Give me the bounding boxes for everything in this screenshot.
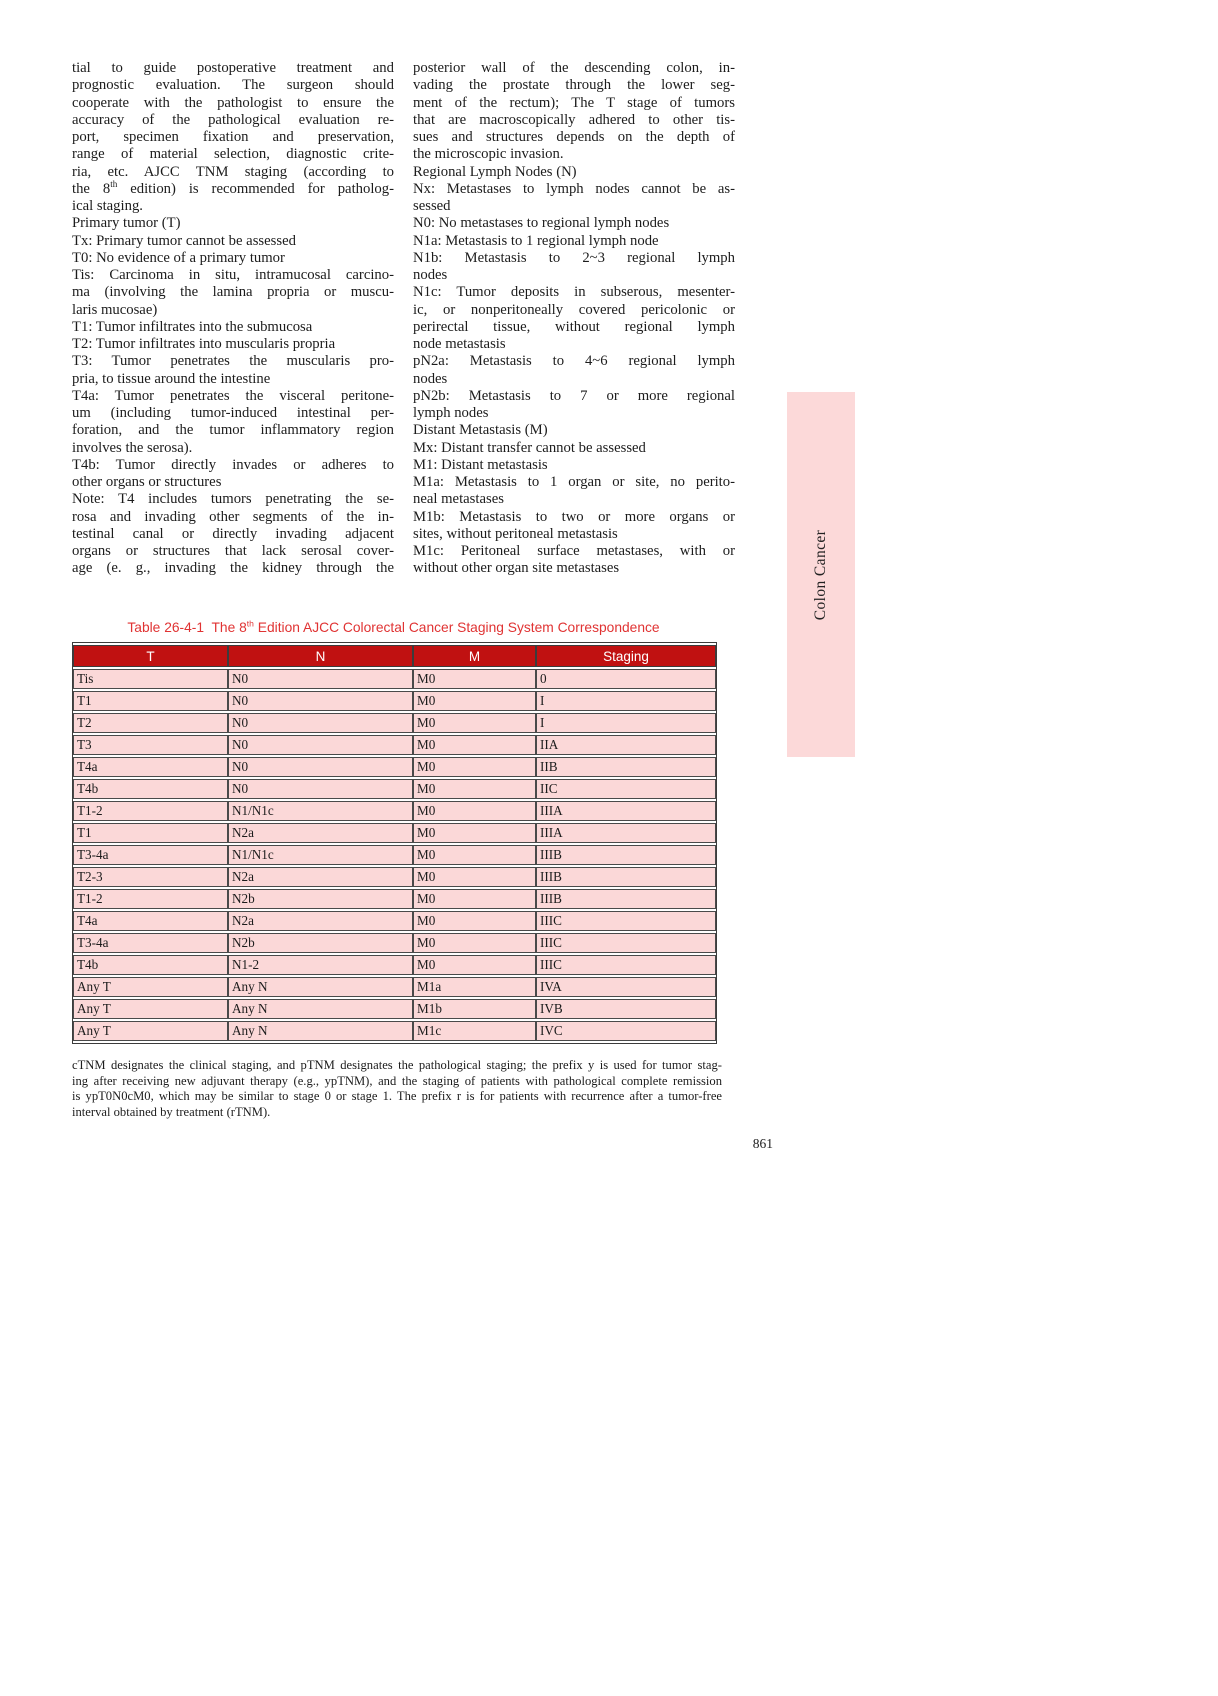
text-line: involves the serosa).: [72, 439, 193, 456]
table-cell: M0: [413, 757, 536, 777]
table-row: [73, 999, 716, 1019]
table-cell: IIIA: [536, 823, 716, 843]
text-line: port, specimen fixation and preservation,: [72, 129, 394, 145]
table-cell: I: [536, 713, 716, 733]
text-line: pria, to tissue around the intestine: [72, 370, 271, 387]
text-line: the microscopic invasion.: [413, 146, 564, 163]
table-row: [73, 889, 716, 909]
text-line: sessed: [413, 198, 451, 214]
table-cell: IIIA: [536, 801, 716, 821]
table-cell: N0: [228, 779, 413, 799]
table-title: Table 26-4-1 The 8th Edition AJCC Colorectal Cancer Staging System Correspondence: [127, 618, 660, 635]
table-cell: M1b: [413, 999, 536, 1019]
staging-table: [72, 642, 717, 1044]
text-line: cTNM designates the clinical staging, and pTNM designates the pathological staging; the prefix y is used for tumor stag-: [72, 1058, 722, 1072]
table-cell: M0: [413, 933, 536, 953]
text-line: N1b: Metastasis to 2~3 regional lymph: [413, 249, 735, 266]
table-row: [73, 911, 716, 931]
text-line: cooperate with the pathologist to ensure the: [72, 94, 394, 111]
table-cell: M0: [413, 889, 536, 909]
text-line: rosa and invading other segments of the in-: [72, 508, 394, 525]
text-line: foration, and the tumor inflammatory region: [72, 422, 394, 439]
table-cell: M0: [413, 669, 536, 689]
text-line: ria, etc. AJCC TNM staging (according to: [72, 163, 394, 180]
text-line: Note: T4 includes tumors penetrating the se-: [72, 491, 394, 508]
chapter-tab: [787, 392, 855, 757]
text-line: M1c: Peritoneal surface metastases, with or: [413, 543, 735, 559]
table-cell: M0: [413, 845, 536, 865]
text-line: N1c: Tumor deposits in subserous, mesenter-: [413, 284, 735, 301]
text-line: nodes: [413, 370, 448, 387]
table-row: [73, 1021, 716, 1041]
table-cell: T4b: [73, 779, 228, 799]
text-line: laris mucosae): [72, 301, 158, 318]
text-line: um (including tumor-induced intestinal per-: [72, 405, 394, 421]
text-line: T3: Tumor penetrates the muscularis pro-: [72, 353, 394, 370]
text-line: pN2b: Metastasis to 7 or more regional: [413, 387, 735, 404]
table-row: [73, 801, 716, 821]
table-cell: IIIC: [536, 933, 716, 953]
table-cell: Any T: [73, 977, 228, 997]
text-line: Mx: Distant transfer cannot be assessed: [413, 439, 646, 456]
table-cell: N1/N1c: [228, 801, 413, 821]
text-line: M1a: Metastasis to 1 organ or site, no perito-: [413, 474, 735, 490]
table-cell: M0: [413, 823, 536, 843]
text-line: the 8th edition) is recommended for patholog-: [72, 178, 394, 197]
table-cell: I: [536, 691, 716, 711]
table-cell: Tis: [73, 669, 228, 689]
table-cell: T4a: [73, 757, 228, 777]
text-line: ic, or nonperitoneally covered pericolonic or: [413, 301, 735, 318]
table-row: [73, 691, 716, 711]
table-cell: T4a: [73, 911, 228, 931]
text-line: that are macroscopically adhered to other tis-: [413, 111, 735, 128]
text-line: T4b: Tumor directly invades or adheres to: [72, 456, 394, 473]
table-cell: T2: [73, 713, 228, 733]
text-line: perirectal tissue, without regional lymph: [413, 318, 735, 335]
text-line: is ypT0N0cM0, which may be similar to stage 0 or stage 1. The prefix r is for patients with recurrence after a tumor-free: [72, 1089, 722, 1104]
text-line: pN2a: Metastasis to 4~6 regional lymph: [413, 353, 735, 370]
table-cell: Any T: [73, 1021, 228, 1041]
table-cell: IIB: [536, 757, 716, 777]
text-line: neal metastases: [413, 491, 504, 508]
text-line: T0: No evidence of a primary tumor: [72, 249, 285, 266]
text-line: ment of the rectum); The T stage of tumors: [413, 94, 735, 111]
text-line: posterior wall of the descending colon, in-: [413, 60, 735, 76]
text-line: M1b: Metastasis to two or more organs or: [413, 508, 735, 525]
table-cell: T4b: [73, 955, 228, 975]
table-cell: M0: [413, 911, 536, 931]
table-cell: IIIC: [536, 911, 716, 931]
text-line: interval obtained by treatment (rTNM).: [72, 1104, 271, 1119]
text-line: T1: Tumor infiltrates into the submucosa: [72, 318, 313, 335]
table-cell: M0: [413, 713, 536, 733]
text-line: nodes: [413, 267, 448, 283]
table-cell: T3-4a: [73, 845, 228, 865]
table-row: [73, 845, 716, 865]
right-text-column: [413, 60, 735, 578]
table-footnote: [72, 1058, 722, 1120]
text-line: prognostic evaluation. The surgeon should: [72, 77, 394, 94]
table-header-row: [73, 645, 716, 667]
table-cell: M0: [413, 867, 536, 887]
text-line: ma (involving the lamina propria or muscu-: [72, 284, 394, 301]
table-row: [73, 757, 716, 777]
table-cell: M1a: [413, 977, 536, 997]
text-line: Tx: Primary tumor cannot be assessed: [72, 232, 296, 249]
table-cell: T1: [73, 691, 228, 711]
text-line: M1: Distant metastasis: [413, 456, 548, 473]
page-number: 861: [752, 1136, 773, 1151]
text-line: Distant Metastasis (M): [413, 422, 548, 439]
table-row: [73, 669, 716, 689]
table-cell: T2-3: [73, 867, 228, 887]
text-line: N0: No metastases to regional lymph nodes: [413, 215, 670, 232]
table-cell: T1-2: [73, 801, 228, 821]
table-row: [73, 823, 716, 843]
table-cell: IIIB: [536, 889, 716, 909]
chapter-tab-label: Colon Cancer: [812, 529, 829, 620]
table-cell: M0: [413, 779, 536, 799]
table-cell: IVA: [536, 977, 716, 997]
left-text-column: [72, 60, 394, 578]
text-line: Nx: Metastases to lymph nodes cannot be as-: [413, 180, 735, 197]
table-cell: T1: [73, 823, 228, 843]
table-cell: M0: [413, 801, 536, 821]
table-row: [73, 713, 716, 733]
table-row: [73, 955, 716, 975]
table-cell: T3-4a: [73, 933, 228, 953]
table-cell: M0: [413, 691, 536, 711]
text-line: sues and structures depends on the depth of: [413, 129, 735, 145]
table-cell: Any N: [228, 977, 413, 997]
column-header: N: [228, 645, 413, 667]
table-cell: N2a: [228, 823, 413, 843]
table-cell: T3: [73, 735, 228, 755]
table-cell: N2b: [228, 933, 413, 953]
table-cell: Any N: [228, 999, 413, 1019]
table-row: [73, 977, 716, 997]
column-header: Staging: [536, 645, 716, 667]
table-row: [73, 735, 716, 755]
text-line: Primary tumor (T): [72, 215, 181, 232]
table-cell: IIA: [536, 735, 716, 755]
text-line: range of material selection, diagnostic crite-: [72, 146, 394, 163]
table-cell: N1/N1c: [228, 845, 413, 865]
text-line: age (e. g., invading the kidney through the: [72, 560, 394, 577]
text-line: N1a: Metastasis to 1 regional lymph node: [413, 232, 659, 249]
body-text-columns: [72, 60, 735, 578]
table-cell: N0: [228, 735, 413, 755]
text-line: sites, without peritoneal metastasis: [413, 525, 618, 542]
text-line: other organs or structures: [72, 474, 222, 490]
table-cell: N0: [228, 691, 413, 711]
text-line: without other organ site metastases: [413, 560, 620, 577]
table-cell: Any N: [228, 1021, 413, 1041]
text-line: accuracy of the pathological evaluation re-: [72, 111, 394, 128]
text-line: T4a: Tumor penetrates the visceral peritone-: [72, 387, 394, 404]
table-cell: T1-2: [73, 889, 228, 909]
table-row: [73, 779, 716, 799]
table-cell: N2a: [228, 867, 413, 887]
table-cell: IIC: [536, 779, 716, 799]
text-line: tial to guide postoperative treatment and: [72, 60, 394, 76]
table-cell: IIIC: [536, 955, 716, 975]
table-cell: N0: [228, 757, 413, 777]
column-header: T: [73, 645, 228, 667]
text-line: Regional Lymph Nodes (N): [413, 163, 577, 180]
table-cell: 0: [536, 669, 716, 689]
table-cell: N2a: [228, 911, 413, 931]
table-cell: M1c: [413, 1021, 536, 1041]
text-line: vading the prostate through the lower seg-: [413, 77, 735, 94]
table-row: [73, 933, 716, 953]
table-cell: N0: [228, 713, 413, 733]
table-cell: M0: [413, 955, 536, 975]
text-line: testinal canal or directly invading adjacent: [72, 525, 394, 542]
table-cell: N1-2: [228, 955, 413, 975]
table-cell: M0: [413, 735, 536, 755]
table-cell: Any T: [73, 999, 228, 1019]
table-cell: IVB: [536, 999, 716, 1019]
text-line: lymph nodes: [413, 405, 489, 421]
text-line: ical staging.: [72, 198, 143, 214]
text-line: node metastasis: [413, 336, 506, 352]
table-cell: IIIB: [536, 867, 716, 887]
table-cell: N0: [228, 669, 413, 689]
table-cell: IVC: [536, 1021, 716, 1041]
text-line: ing after receiving new adjuvant therapy (e.g., ypTNM), and the staging of patients with pathological complete remission: [72, 1073, 722, 1088]
text-line: Tis: Carcinoma in situ, intramucosal carcino-: [72, 267, 394, 283]
table-cell: IIIB: [536, 845, 716, 865]
table-cell: N2b: [228, 889, 413, 909]
table-row: [73, 867, 716, 887]
text-line: organs or structures that lack serosal cover-: [72, 543, 394, 559]
text-line: T2: Tumor infiltrates into muscularis propria: [72, 336, 336, 352]
column-header: M: [413, 645, 536, 667]
